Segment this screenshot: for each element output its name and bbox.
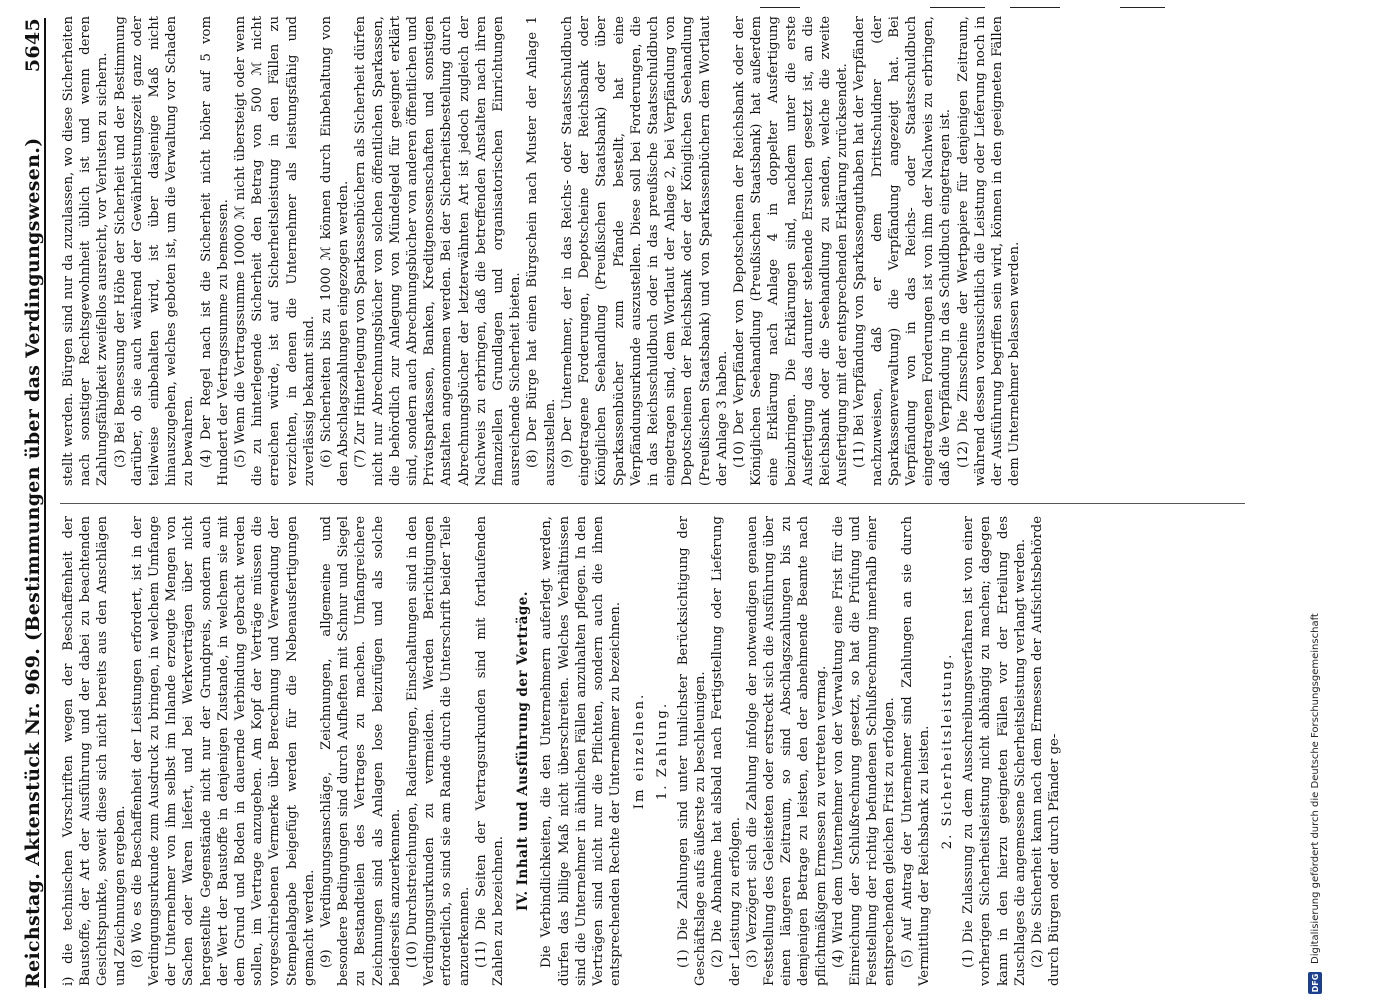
paragraph: (4) Wird dem Unternehmer von der Verwaltung eine Frist für die Einreichung der Schlußrechnung gesetzt, so hat die Prüfung und Feststellung der richtig befundenen Schlußrechnung innerhalb einer entsprechenden gleichen Frist zu erfolgen.: [830, 516, 898, 986]
section-heading: IV. Inhalt und Ausführung der Verträge.: [515, 591, 532, 911]
paragraph: (5) Wenn die Vertragssumme 10000 ℳ nicht übersteigt oder wenn die zu hinterlegende Sicherheit den Betrag von 500 ℳ nicht erreichen würde, ist auf Sicherheitsleistung in den Fällen zu verzichten, in denen die Unternehmer als leistungsfähig und zuverlässig bekannt sind.: [233, 16, 317, 486]
dfg-logo: DFG: [1308, 972, 1322, 994]
paragraph: i) die technischen Vorschriften wegen der Beschaffenheit der Baustoffe, der Art der Ausführung und der dabei zu beachtenden Gesichtspunkte, soweit diese sich nicht bereits aus den Anschlägen und Zeichnungen ergeben.: [61, 516, 128, 986]
payment-heading: 1. Zahlung.: [654, 701, 670, 801]
paragraph: (1) Die Zahlungen sind unter tunlichster Berücksichtigung der Geschäftslage aufs äußerste zu beschleunigen.: [675, 516, 709, 986]
digitization-footer: [1300, 14, 1330, 994]
paragraph: stellt werden. Bürgen sind nur da zuzulassen, wo diese Sicherheiten nach sonstiger Rechtsgewohnheit üblich ist und wenn deren Zahlungsfähigkeit zweifellos ausreicht, vor Verlusten zu sichern.: [61, 16, 111, 486]
subheading: Im einzelnen.: [631, 692, 647, 810]
paragraph: (7) Zur Hinterlegung von Sparkassenbüchern als Sicherheit dürfen nicht nur Abrechnungsbücher von solchen öffentlichen Sparkassen, die behördlich zur Anlegung von Mündelgeld für geeignet erklärt sind, sondern auch Abrechnungsbücher von anderen öffentlichen und Privatsparkassen, Banken, Kreditgenossenschaften und sonstigen Anstalten angenommen werden. Bei der Sicherheitsbestellung durch Abrechnungsbücher der letzterwähnten Art ist jedoch zugleich der Nachweis zu erbringen, daß die betreffenden Anstalten nach ihren finanziellen Grundlagen und organisatorischen Einrichtungen ausreichende Sicherheit bieten.: [353, 16, 524, 486]
paragraph: (3) Bei Bemessung der Höhe der Sicherheit und der Bestimmung darüber, ob sie auch während der Gewährleistungszeit ganz oder teilweise einbehalten wird, ist über dasjenige Maß nicht hinauszugehen, welches geboten ist, um die Verwaltung vor Schaden zu bewahren.: [112, 16, 197, 486]
page-number: 5645: [22, 18, 44, 73]
paragraph: (9) Verdingungsanschläge, Zeichnungen, allgemeine und besondere Bedingungen sind durch Aufheften mit Schnur und Siegel zu Bestandteilen des Vertrages zu machen. Umfangreichere Zeichnungen sind als Anlagen lose beizufügen und als solche beiderseits anzuerkennen.: [319, 516, 403, 986]
page-header: [8, 18, 46, 988]
paragraph: (10) Der Verpfänder von Depotscheinen der Reichsbank oder der Königlichen Seehandlung (Preußischen Staatsbank) hat außerdem eine Erklärung nach Anlage 4 in doppelter Ausfertigung beizubringen. Die Erklärungen sind, nachdem unter die erste Ausfertigung das darunter stehende Ersuchen gesetzt ist, an die Reichsbank oder die Seehandlung zu senden, welche die zweite Ausfertigung mit der entsprechenden Erklärung zurücksendet.: [731, 16, 851, 486]
right-column: [60, 16, 1023, 486]
column-divider: [60, 503, 1245, 504]
security-heading: 2. Sicherheitsleistung.: [939, 652, 955, 850]
paragraph: (8) Wo es die Beschaffenheit der Leistungen erfordert, ist in der Verdingungsurkunde zum Ausdruck zu bringen, in welchem Umfange der Unternehmer von ihm selbst im Inlande erzeugte Mengen von Sachen oder Waren liefert, und bei Werkverträgen über nicht hergestellte Gegenstände nicht nur der Grundpreis, sondern auch der Wert der Baustoffe in denjenigen Zustande, in welchem sie mit dem Grund und Boden in dauernde Verbindung gebracht werden sollen, im Vertrage anzugeben. Am Kopf der Verträge müssen die vorgeschriebenen Vermerke über Berechnung und Verwendung der Stempelabgabe beigefügt werden für die Nebenausfertigungen gemacht werden.: [129, 516, 317, 986]
paragraph: (5) Auf Antrag der Unternehmer sind Zahlungen an sie durch Vermittlung der Reichsbank zu leisten.: [899, 516, 932, 986]
paragraph: (8) Der Bürge hat einen Bürgschein nach Muster der Anlage 1 auszustellen.: [525, 16, 558, 486]
paragraph: (2) Die Abnahme hat alsbald nach Fertigstellung oder Lieferung der Leistung zu erfolgen.: [710, 516, 743, 986]
margin-mark: [1120, 7, 1165, 8]
margin-mark: [760, 7, 800, 8]
paragraph: (11) Bei Verpfändung von Sparkassenguthaben hat der Verpfänder nachzuweisen, daß er dem Drittschuldner (der Sparkassenverwaltung) die Verpfändung angezeigt hat. Bei Verpfändung von in das Reichs- oder Staatsschuldbuch eingetragenen Forderungen ist von ihm der Nachweis zu erbringen, daß die Verpfändung in das Schuldbuch eingetragen ist.: [852, 16, 954, 486]
paragraph: (11) Die Seiten der Vertragsurkunden sind mit fortlaufenden Zahlen zu bezeichnen.: [473, 516, 507, 986]
paragraph: (6) Sicherheiten bis zu 1000 ℳ können durch Einbehaltung von den Abschlagszahlungen eingezogen werden.: [319, 16, 352, 486]
paragraph: (12) Die Zinsscheine der Wertpapiere für denjenigen Zeitraum, während dessen voraussichtlich die Leistung oder Lieferung noch in der Ausführung begriffen sein wird, können in den geeigneten Fällen dem Unternehmer belassen werden.: [955, 16, 1023, 486]
paragraph: (2) Die Sicherheit kann nach dem Ermessen der Aufsichtsbehörde durch Bürgen oder durch Pfänder ge-: [1029, 516, 1063, 986]
paragraph: (3) Verzögert sich die Zahlung infolge der notwendigen genauen Feststellung des Geleisteten oder erstreckt sich die Ausführung über einen längeren Zeitraum, so sind Abschlagszahlungen bis zu demjenigen Betrage zu leisten, den der abnehmende Beamte nach pflichtmäßigem Ermessen zu vertreten vermag.: [744, 516, 829, 986]
paragraph: (10) Durchstreichungen, Radierungen, Einschaltungen sind in den Verdingungsurkunden zu vermeiden. Werden Berichtigungen erforderlich, so sind sie am Rande durch die Unterschrift beider Teile anzuerkennen.: [405, 516, 472, 986]
margin-mark: [1010, 7, 1060, 8]
paragraph: (1) Die Zulassung zu dem Ausschreibungsverfahren ist von einer vorherigen Sicherheitsleistung nicht abhängig zu machen; dagegen kann in den hierzu geeigneten Fällen vor der Erteilung des Zuschlages die angemessene Sicherheitsleistung verlangt werden.: [961, 516, 1028, 986]
page-title: Reichstag. Aktenstück Nr. 969. (Bestimmungen über das Verdingungswesen.): [22, 137, 44, 988]
left-column: [60, 516, 1063, 986]
paragraph: (4) Der Regel nach ist die Sicherheit nicht höher auf 5 vom Hundert der Vertragssumme zu bemessen.: [198, 16, 231, 486]
digitization-credit: Digitalisierung gefördert durch die Deutsche Forschungsgemeinschaft: [1309, 613, 1321, 964]
paragraph: Die Verbindlichkeiten, die den Unternehmern auferlegt werden, dürfen das billige Maß nicht überschreiten. Welches Verhältnissen sind die Unternehmer in ähnlichen Fällen anzuhalten pflegen. In den Verträgen sind nicht nur die Pflichten, sondern auch die ihnen entsprechenden Rechte der Unternehmer zu bezeichnen.: [539, 516, 624, 986]
paragraph: (9) Der Unternehmer, der in das Reichs- oder Staatsschuldbuch eingetragene Forderungen, Depotscheine der Reichsbank oder Königlichen Seehandlung (Preußischen Staatsbank) oder über Sparkassenbücher zum Pfande bestellt, hat eine Verpfändungsurkunde auszustellen. Diese soll bei Forderungen, die in das Reichsschuldbuch oder in das preußische Staatsschuldbuch eingetragen sind, dem Wortlaut der Anlage 2, bei Verpfändung von Depotscheinen der Reichsbank oder der Königlichen Seehandlung (Preußischen Staatsbank) und von Sparkassenbüchern dem Wortlaut der Anlage 3 haben.: [559, 16, 730, 486]
margin-mark: [930, 7, 985, 8]
